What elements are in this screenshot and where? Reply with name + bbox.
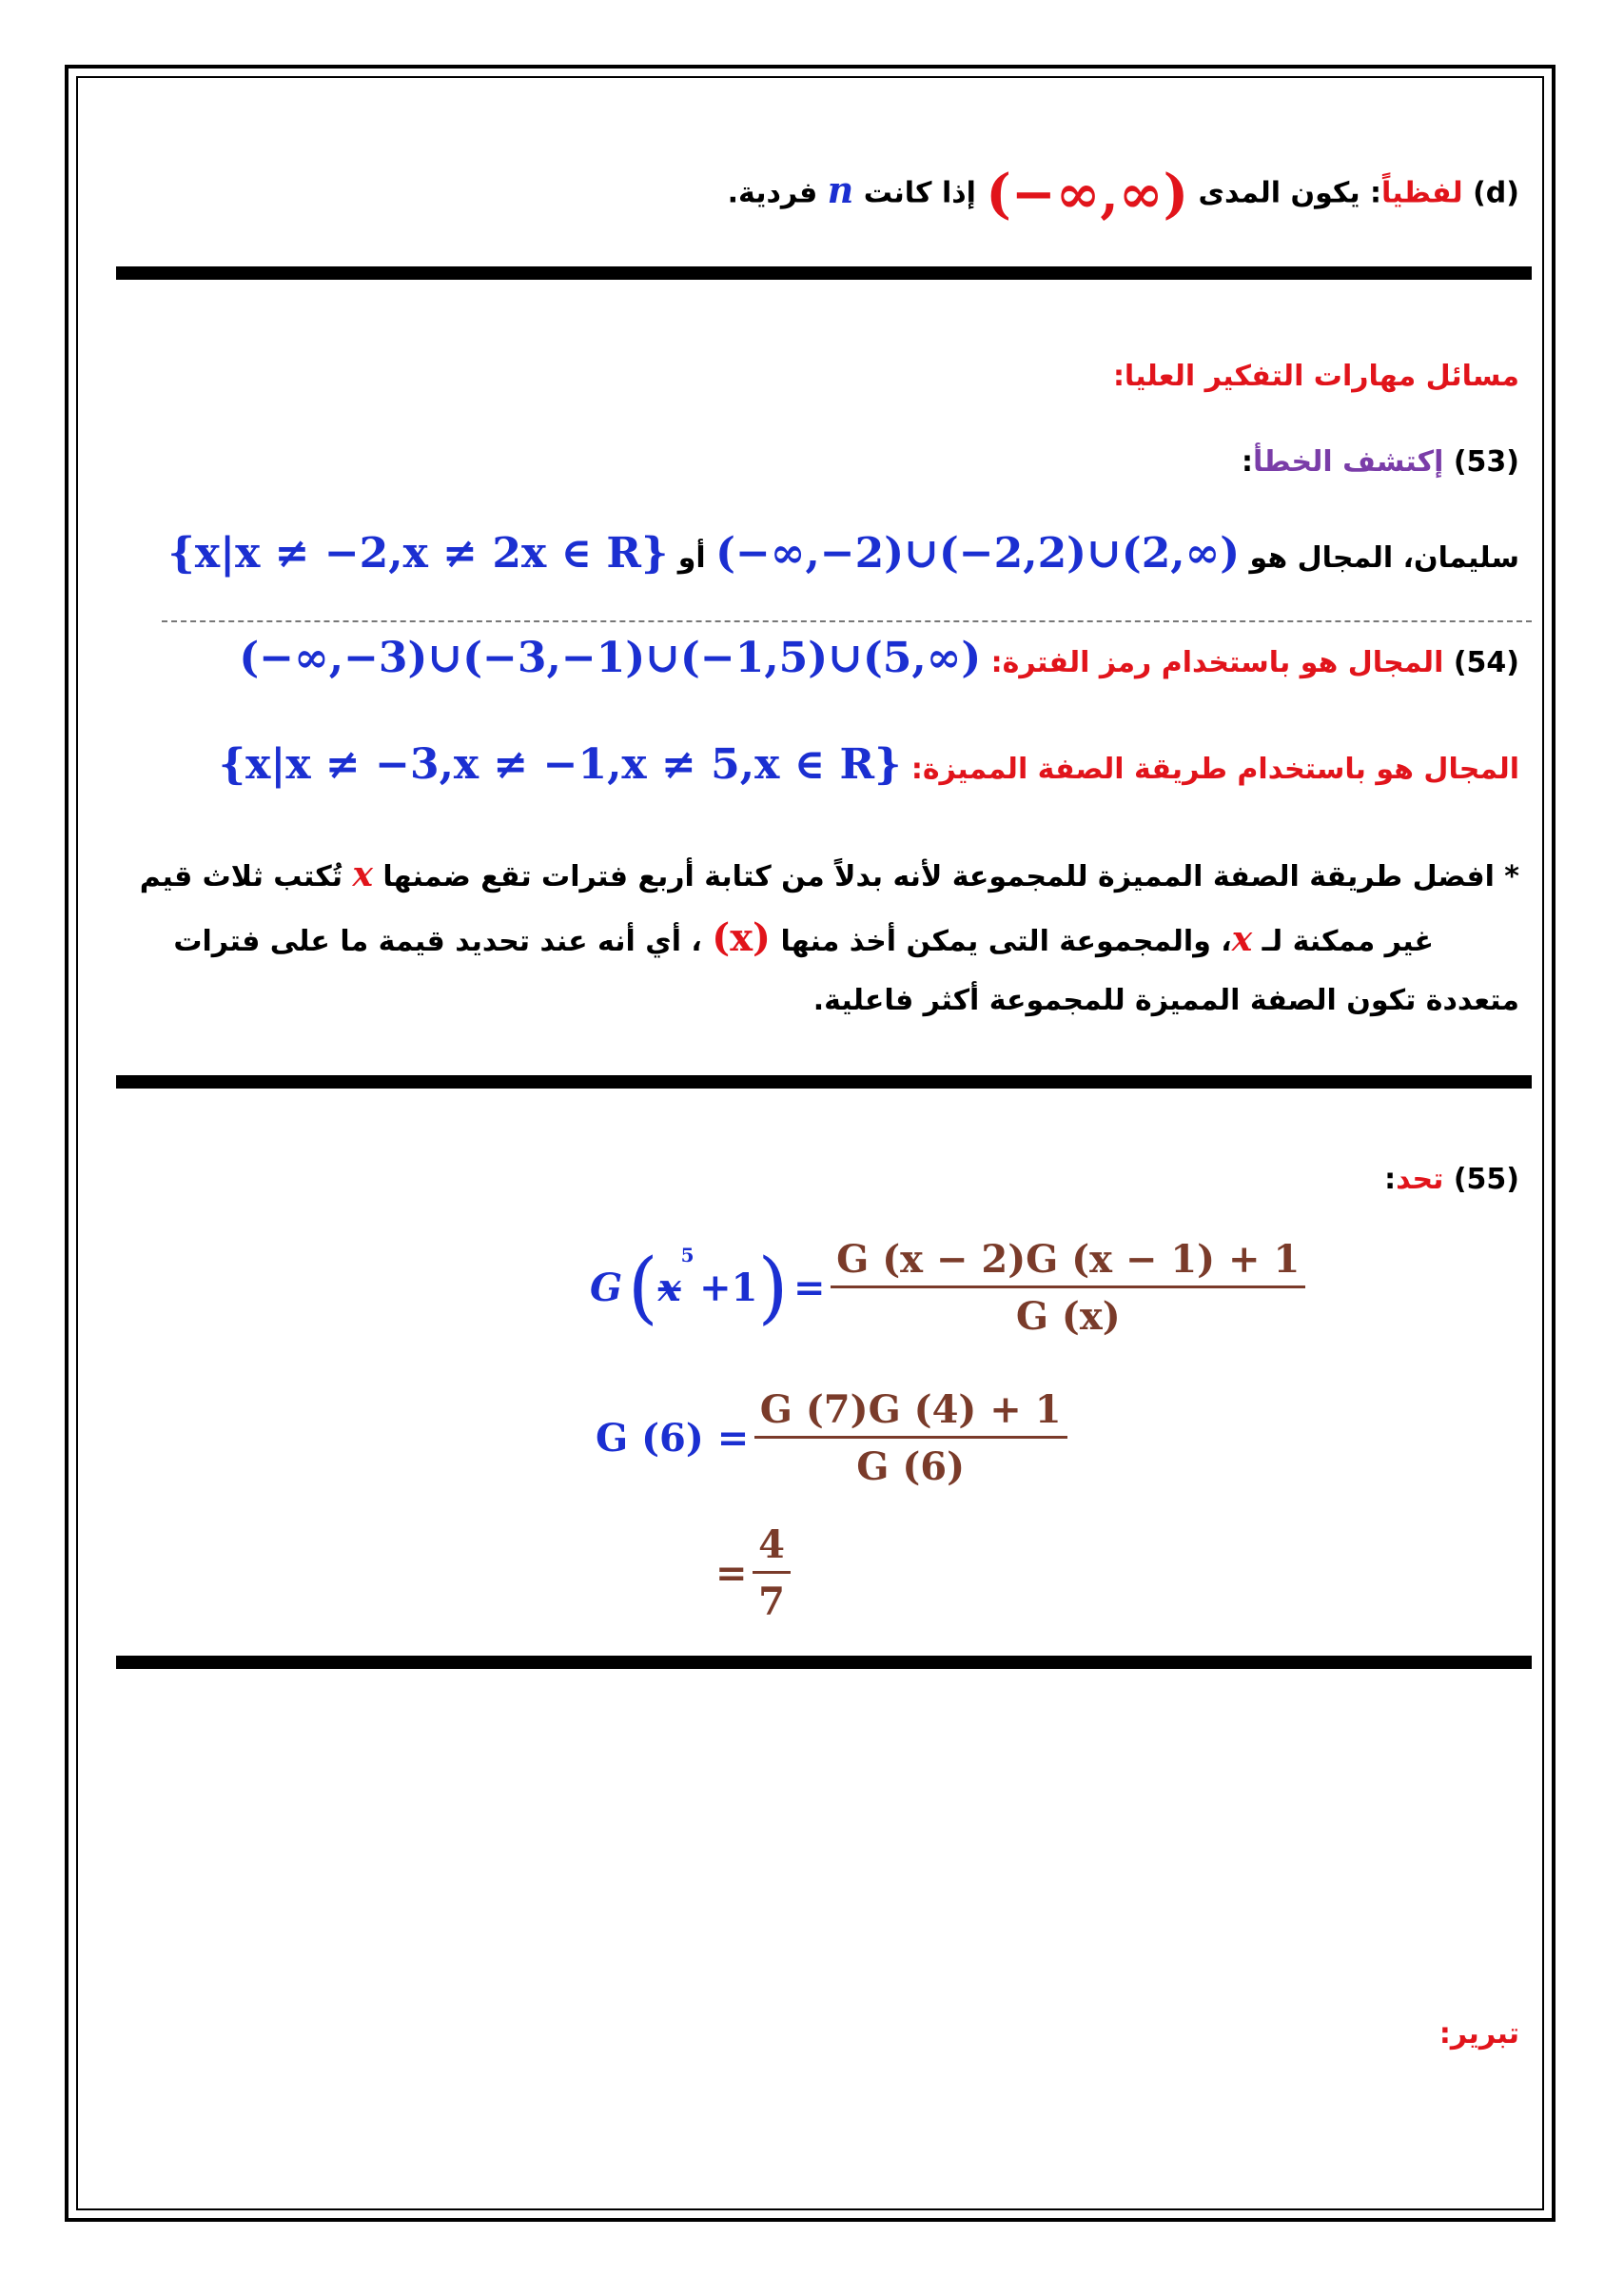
q54-note2-a: غير ممكنة لـ	[1262, 925, 1434, 958]
q54-note2-x: x	[1231, 919, 1253, 959]
part-d-text2: إذا كانت	[863, 176, 976, 210]
part-d-text1: : يكون المدى	[1198, 176, 1382, 210]
eq2-lhs: G (6) =	[596, 1416, 750, 1461]
eq1-lhs-exp: 5	[680, 1244, 695, 1266]
eq1-lhs-x: x	[657, 1266, 681, 1310]
eq1-numerator: G (x − 2)G (x − 1) + 1	[831, 1237, 1305, 1288]
q53-set: {x|x ≠ −2,x ≠ 2x ∈ R}	[167, 529, 669, 578]
section-divider-3	[116, 1656, 1532, 1669]
q54-note2-px: (x)	[712, 915, 771, 960]
eq3-numerator: 4	[753, 1522, 791, 1574]
part-d-range: (−∞,∞)	[986, 163, 1189, 226]
eq3-denominator: 7	[758, 1580, 785, 1624]
q55-title: تحد	[1396, 1163, 1444, 1196]
part-d-label: (d)	[1473, 176, 1519, 210]
q53-colon: :	[1242, 445, 1254, 479]
q53-or: أو	[677, 541, 706, 575]
q54-note1-x: x	[352, 854, 373, 894]
q54-note2-c: ، أي أنه عند تحديد قيمة ما على فترات	[173, 925, 702, 958]
part-d-text3: فردية.	[727, 176, 818, 210]
section-divider	[116, 266, 1532, 280]
eq1-lhs-plus: +1	[699, 1266, 758, 1310]
q53-text1: سليمان، المجال هو	[1249, 541, 1519, 575]
q54-note-line1	[140, 854, 1519, 894]
q55-header	[1384, 1163, 1519, 1196]
q55-equation-1: G $(x^5 +1)$ = $\frac{G (x - 2)G (x - 1) + 1}{G (x)}$	[590, 1237, 1305, 1339]
q54-set: {x|x ≠ −3,x ≠ −1,x ≠ 5,x ∈ R}	[218, 740, 902, 789]
q54-line2	[219, 740, 1519, 789]
q53-label: (53)	[1453, 445, 1519, 479]
part-d-keyword: لفظياً	[1381, 176, 1463, 210]
q54-label: (54)	[1453, 646, 1519, 679]
q53-interval: (−∞,−2)∪(−2,2)∪(2,∞)	[715, 529, 1241, 578]
eq1-lhs-g: G	[590, 1266, 623, 1310]
justify-title: تبرير:	[1438, 2017, 1519, 2051]
q54-note1-a: * افضل طريقة الصفة المميزة للمجموعة لأنه بدلاً من كتابة أربع فترات تقع ضمنها	[382, 860, 1519, 893]
q54-note-line3	[813, 984, 1519, 1017]
q54-note-line2	[173, 915, 1434, 960]
q54-note2-b: ، والمجموعة التى يمكن أخذ منها	[780, 925, 1232, 958]
q55-equation-3: = $\frac{4}{7}$	[715, 1522, 791, 1624]
part-d-var: n	[827, 167, 854, 211]
q55-colon: :	[1384, 1163, 1397, 1196]
q53-title: إكتشف الخطأ	[1253, 445, 1444, 479]
q54-note3: متعددة تكون الصفة المميزة للمجموعة أكثر فاعلية.	[812, 984, 1519, 1017]
q54-line1-text: المجال هو باستخدام رمز الفترة:	[990, 646, 1444, 679]
part-d-line	[727, 163, 1519, 226]
q55-label: (55)	[1453, 1163, 1519, 1196]
section-divider-2	[116, 1075, 1532, 1089]
q55-equation-2	[596, 1387, 1067, 1489]
q53-answer	[168, 529, 1519, 578]
q54-note1-b: تُكتب ثلاث قيم	[139, 860, 343, 893]
q54-interval: (−∞,−3)∪(−3,−1)∪(−1,5)∪(5,∞)	[239, 634, 982, 682]
hots-title: مسائل مهارات التفكير العليا:	[1112, 360, 1519, 393]
dotted-separator	[162, 620, 1532, 622]
q54-line2-text: المجال هو باستخدام طريقة الصفة المميزة:	[910, 753, 1519, 786]
eq2-denominator: G (6)	[856, 1444, 966, 1489]
q54-line1	[239, 634, 1519, 682]
q53-header	[1242, 445, 1519, 479]
eq2-numerator: G (7)G (4) + 1	[754, 1387, 1067, 1439]
page-border-inner	[76, 76, 1544, 2210]
eq1-denominator: G (x)	[1015, 1294, 1121, 1339]
